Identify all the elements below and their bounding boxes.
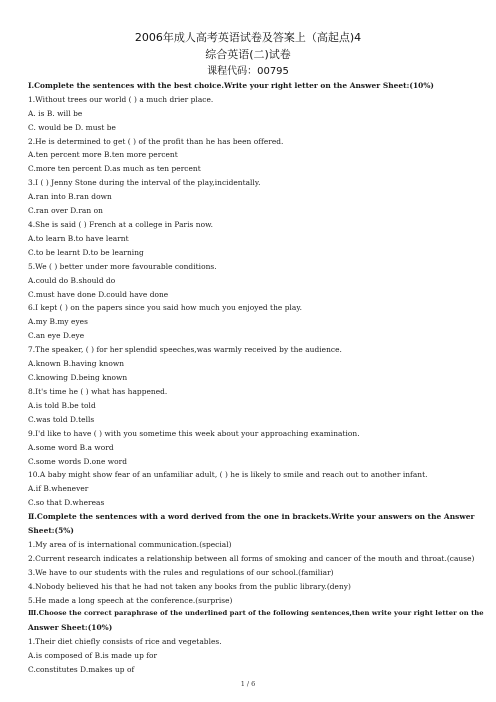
question-line: 1.Without trees our world ( ) a much drier place. [28, 95, 214, 104]
option-line: A.could do B.should do [28, 276, 116, 285]
section-2-heading-cont: Sheet:(5%) [28, 526, 74, 535]
question-line: 6.I kept ( ) on the papers since you said how much you enjoyed the play. [28, 303, 303, 312]
option-line: A. is B. will be [28, 109, 83, 118]
option-line: C.must have done D.could have done [28, 290, 169, 299]
option-line: C.to be learnt D.to be learning [28, 248, 144, 257]
option-line: C. would be D. must be [28, 123, 116, 132]
section-2-heading: Ⅱ.Complete the sentences with a word derived from the one in brackets.Write your answers on the Answer [28, 512, 475, 521]
question-line: 5.He made a long speech at the conference.(surprise) [28, 596, 233, 605]
option-line: C.ran over D.ran on [28, 206, 103, 215]
question-line: 5.We ( ) better under more favourable conditions. [28, 262, 217, 271]
option-line: A.to learn B.to have learnt [28, 234, 129, 243]
question-line: 8.It's time he ( ) what has happened. [28, 387, 168, 396]
section-1-heading: Ⅰ.Complete the sentences with the best choice.Write your right letter on the Answer Sheet:(10%) [28, 81, 434, 90]
question-line: 3.We have to our students with the rules and regulations of our school.(familiar) [28, 568, 334, 577]
page-number: 1 / 6 [240, 680, 256, 688]
option-line: A.is told B.be told [28, 401, 96, 410]
question-line: 3.I ( ) Jenny Stone during the interval of the play,incidentally. [28, 178, 261, 187]
question-line: 10.A baby might show fear of an unfamiliar adult, ( ) he is likely to smile and reach out to another infant. [28, 470, 428, 479]
option-line: A.known B.having known [28, 359, 125, 368]
option-line: C.an eye D.eye [28, 331, 85, 340]
option-line: C.constitutes D.makes up of [28, 665, 135, 674]
option-line: A.ran into B.ran down [28, 192, 112, 201]
course-code: 课程代码：00795 [207, 66, 289, 77]
document-subtitle: 综合英语(二)试卷 [205, 48, 291, 61]
option-line: C.more ten percent D.as much as ten percent [28, 164, 201, 173]
document-title: 2006年成人高考英语试卷及答案上（高起点)4 [134, 31, 362, 44]
question-line: 2.Current research indicates a relationship between all forms of smoking and cancer of the mouth and throat.(cause) [28, 554, 475, 563]
option-line: A.is composed of B.is made up for [28, 651, 158, 660]
section-3-heading-cont: Answer Sheet:(10%) [28, 623, 113, 632]
section-3-heading: Ⅲ.Choose the correct paraphrase of the underlined part of the following sentences,then write your right letter on the [28, 609, 484, 617]
option-line: C.knowing D.being known [28, 373, 128, 382]
question-line: 9.I'd like to have ( ) with you sometime this week about your approaching examination. [28, 429, 360, 438]
option-line: A.if B.whenever [28, 484, 89, 493]
question-line: 1.My area of is international communication.(special) [28, 540, 232, 549]
question-line: 4.Nobody believed his that he had not taken any books from the public library.(deny) [28, 582, 351, 591]
option-line: A.ten percent more B.ten more percent [28, 150, 178, 159]
option-line: A.my B.my eyes [28, 317, 88, 326]
question-line: 2.He is determined to get ( ) of the profit than he has been offered. [28, 137, 284, 146]
option-line: A.some word B.a word [28, 443, 114, 452]
question-line: 4.She is said ( ) French at a college in Paris now. [28, 220, 213, 229]
question-line: 7.The speaker, ( ) for her splendid speeches,was warmly received by the audience. [28, 345, 342, 354]
option-line: C.so that D.whereas [28, 498, 105, 507]
question-line: 1.Their diet chiefly consists of rice and vegetables. [28, 637, 222, 646]
option-line: C.was told D.tells [28, 415, 95, 424]
option-line: C.some words D.one word [28, 457, 128, 466]
